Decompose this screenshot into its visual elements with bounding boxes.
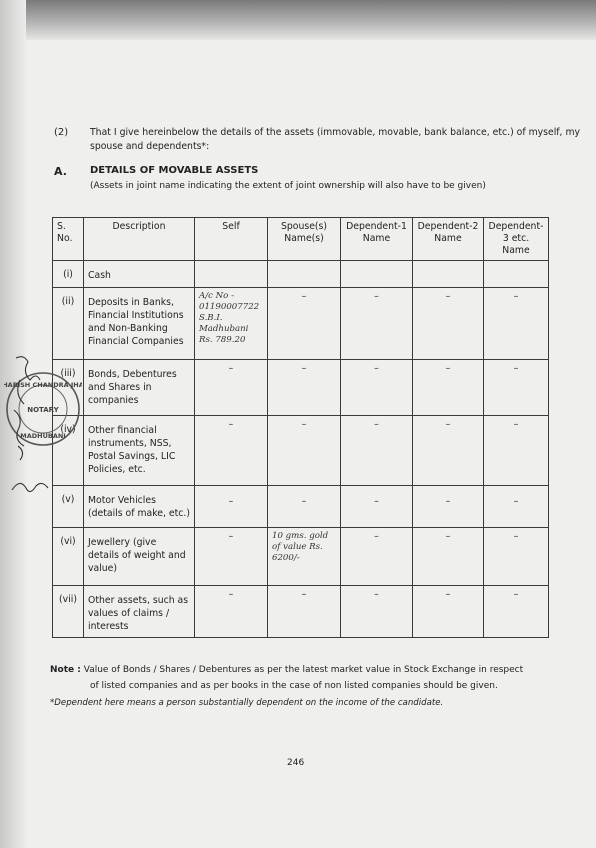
movable-assets-table: [52, 217, 549, 638]
row-dependent-1: –: [341, 360, 413, 416]
header-description: Description: [84, 218, 195, 261]
section-subtitle: (Assets in joint name indicating the extent of joint ownership will also have to be given): [90, 181, 486, 191]
row-sno: (vii): [53, 586, 84, 638]
paragraph-number: (2): [54, 127, 69, 138]
signature-icon: [6, 350, 56, 470]
row-dependent-1: –: [341, 528, 413, 586]
row-spouse: –: [268, 586, 341, 638]
stamp-name: HARISH CHANDRA JHA: [4, 381, 82, 389]
row-dependent-3: –: [484, 528, 549, 586]
row-description: Cash: [84, 261, 195, 288]
row-self: –: [195, 416, 268, 486]
row-dependent-3: –: [484, 360, 549, 416]
initials-icon: [10, 474, 50, 504]
header-self: Self: [195, 218, 268, 261]
row-dependent-3: –: [484, 288, 549, 360]
note-line-1: Value of Bonds / Shares / Debentures as per the latest market value in Stock Exchange in respect: [83, 665, 524, 675]
row-spouse: –: [268, 360, 341, 416]
table-row: [53, 360, 549, 416]
row-dependent-2: [413, 261, 484, 288]
row-dependent-2: –: [413, 360, 484, 416]
row-self: [195, 261, 268, 288]
row-sno: (i): [53, 261, 84, 288]
row-self: –: [195, 486, 268, 528]
table-row: [53, 586, 549, 638]
row-dependent-1: [341, 261, 413, 288]
header-dependent-3: Dependent-3 etc. Name: [484, 218, 549, 261]
row-dependent-1: –: [341, 586, 413, 638]
row-sno: (vi): [53, 528, 84, 586]
section-letter: A.: [54, 165, 67, 178]
row-spouse: –: [268, 288, 341, 360]
row-dependent-3: –: [484, 486, 549, 528]
row-self-handwritten: A/c No - 01190007722 S.B.I. Madhubani Rs. 789.20: [195, 288, 268, 360]
row-self: –: [195, 360, 268, 416]
row-dependent-2: –: [413, 288, 484, 360]
row-dependent-2: –: [413, 486, 484, 528]
row-self: –: [195, 528, 268, 586]
row-sno: (ii): [53, 288, 84, 360]
row-sno: (iii): [53, 360, 84, 416]
table-row: [53, 528, 549, 586]
footnote: *Dependent here means a person substantially dependent on the income of the candidate.: [50, 698, 444, 708]
table-row: [53, 416, 549, 486]
row-self: –: [195, 586, 268, 638]
paragraph-text: That I give hereinbelow the details of the assets (immovable, movable, bank balance, etc.) of myself, my spouse and dependents*:: [90, 127, 581, 152]
row-dependent-3: –: [484, 416, 549, 486]
table-header-row: [53, 218, 549, 261]
page-number: 246: [287, 758, 305, 768]
row-dependent-1: –: [341, 288, 413, 360]
row-spouse: –: [268, 486, 341, 528]
row-spouse-handwritten: 10 gms. gold of value Rs. 6200/-: [268, 528, 341, 586]
stamp-place: MADHUBANI: [20, 432, 66, 440]
row-spouse: –: [268, 416, 341, 486]
header-spouse: Spouse(s) Name(s): [268, 218, 341, 261]
row-dependent-2: –: [413, 528, 484, 586]
row-dependent-2: –: [413, 416, 484, 486]
header-dependent-1: Dependent-1 Name: [341, 218, 413, 261]
row-spouse: [268, 261, 341, 288]
note-label: Note :: [50, 665, 81, 675]
row-dependent-3: [484, 261, 549, 288]
row-description: Motor Vehicles (details of make, etc.): [84, 486, 195, 528]
scan-shadow-top: [0, 0, 596, 40]
stamp-title: NOTARY: [27, 406, 59, 414]
row-dependent-2: –: [413, 586, 484, 638]
row-description: Deposits in Banks, Financial Institutions and Non-Banking Financial Companies: [84, 288, 195, 360]
row-sno: (v): [53, 486, 84, 528]
row-dependent-1: –: [341, 486, 413, 528]
note-block: [50, 662, 570, 694]
row-description: Jewellery (give details of weight and value): [84, 528, 195, 586]
section-title: DETAILS OF MOVABLE ASSETS: [90, 165, 259, 176]
row-dependent-1: –: [341, 416, 413, 486]
header-sno: S. No.: [53, 218, 84, 261]
table-row: [53, 288, 549, 360]
row-description: Bonds, Debentures and Shares in companies: [84, 360, 195, 416]
row-description: Other assets, such as values of claims / interests: [84, 586, 195, 638]
row-description: Other financial instruments, NSS, Postal Savings, LIC Policies, etc.: [84, 416, 195, 486]
table-row: [53, 486, 549, 528]
row-sno: (iv): [53, 416, 84, 486]
table-row: [53, 261, 549, 288]
header-dependent-2: Dependent-2 Name: [413, 218, 484, 261]
note-line-2: of listed companies and as per books in the case of non listed companies should be given.: [90, 681, 498, 691]
row-dependent-3: –: [484, 586, 549, 638]
